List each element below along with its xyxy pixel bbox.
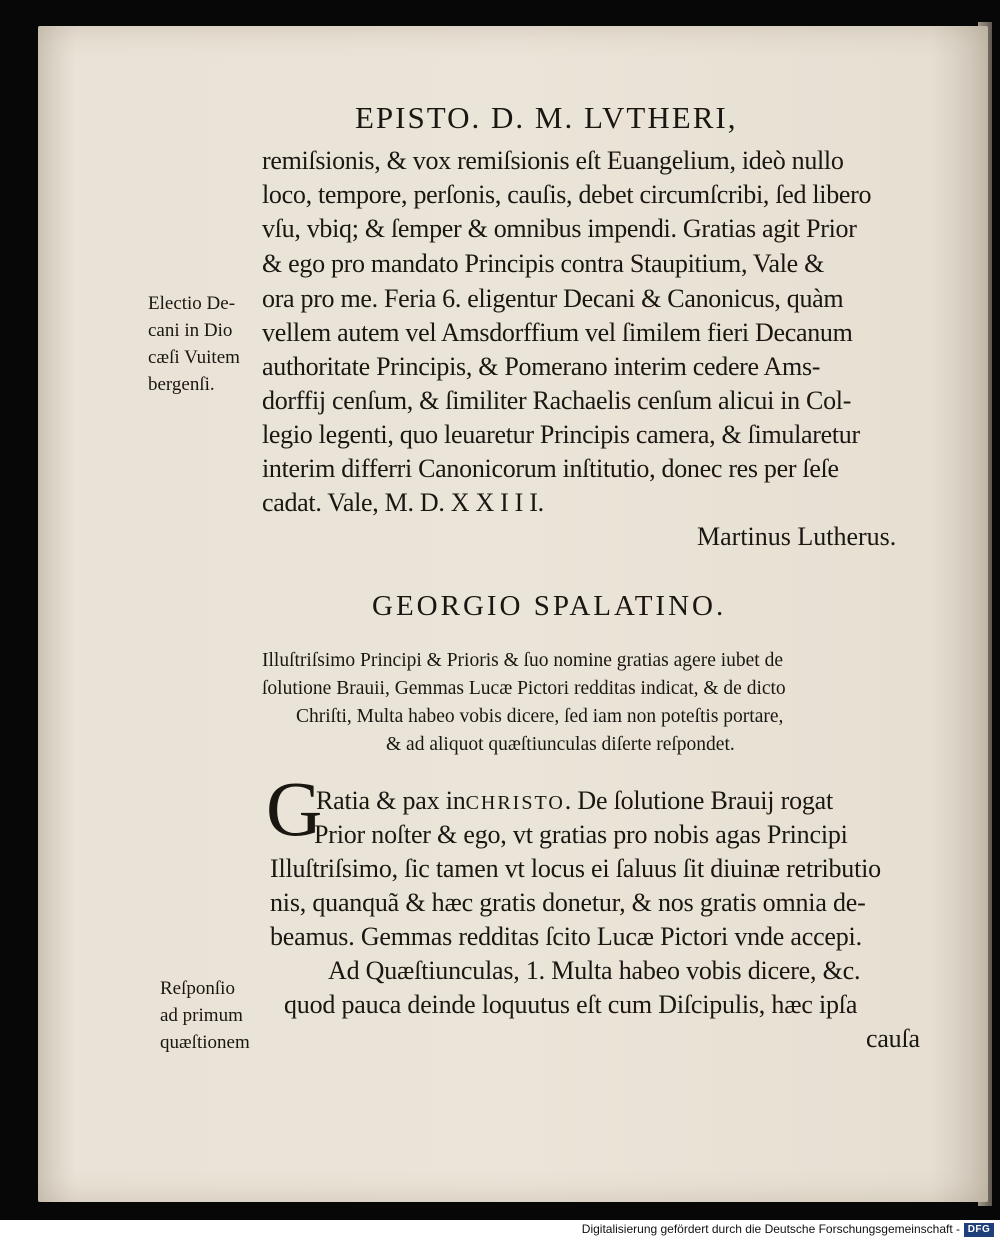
margin-note: Electio De- cani in Dio cæſi Vuitem bergenſi. <box>148 293 240 395</box>
christo-smallcaps: CHRISTO <box>465 792 565 814</box>
body-line: authoritate Principis, & Pomerano interim cedere Ams- <box>262 352 821 381</box>
letter-line: Prior noſter & ego, vt gratias pro nobis agas Principi <box>314 820 848 849</box>
body-line: vſu, vbiq; & ſemper & omnibus impendi. Gratias agit Prior <box>262 214 857 243</box>
footer-bar <box>0 1220 1000 1241</box>
letter-first-line <box>316 786 833 816</box>
body-line: dorffij cenſum, & ſimiliter Rachaelis cenſum alicui in Col- <box>262 386 852 415</box>
summary-line: Illuſtriſsimo Principi & Prioris & ſuo nomine gratias agere iubet de <box>262 650 783 671</box>
letter-heading: GEORGIO SPALATINO. <box>372 590 727 622</box>
letter-line: Ad Quæſtiunculas, 1. Multa habeo vobis dicere, &c. <box>328 956 861 985</box>
drop-cap: G <box>266 765 323 852</box>
body-line: interim differri Canonicorum inſtitutio, donec res per ſeſe <box>262 454 839 483</box>
letter-line: quod pauca deinde loquutus eſt cum Diſcipulis, hæc ipſa <box>284 990 858 1019</box>
body-line: loco, tempore, perſonis, cauſis, debet circumſcribi, ſed libero <box>262 180 872 209</box>
body-line: & ego pro mandato Principis contra Staupitium, Vale & <box>262 249 825 278</box>
summary-line: ſolutione Brauii, Gemmas Lucæ Pictori redditas indicat, & de dicto <box>262 678 786 699</box>
dfg-logo-icon: DFG <box>964 1223 994 1237</box>
body-line: ora pro me. Feria 6. eligentur Decani & Canonicus, quàm <box>262 284 844 313</box>
letter-first-line-start: Ratia & pax in <box>316 786 466 815</box>
margin-note: Reſponſio ad primum quæſtionem <box>160 978 250 1053</box>
body-line: remiſsionis, & vox remiſsionis eſt Euangelium, ideò nullo <box>262 146 844 175</box>
letter-first-line-end: . De ſolutione Brauij rogat <box>564 786 834 815</box>
letter-line: Illuſtriſsimo, ſic tamen vt locus ei ſaluus ſit diuinæ retributio <box>270 854 881 883</box>
running-head: EPISTO. D. M. LVTHERI, <box>355 100 738 135</box>
summary-line: & ad aliquot quæſtiunculas diſerte reſpondet. <box>386 734 735 755</box>
footer-credit: Digitalisierung gefördert durch die Deutsche Forschungsgemeinschaft - <box>581 1222 960 1236</box>
summary-line: Chriſti, Multa habeo vobis dicere, ſed iam non poteſtis portare, <box>296 706 784 727</box>
signature: Martinus Lutherus. <box>697 522 897 551</box>
letter-line: nis, quanquã & hæc gratis donetur, & nos gratis omnia de- <box>270 888 866 917</box>
body-line: cadat. Vale, M. D. X X I I I. <box>262 488 544 517</box>
body-line: legio legenti, quo leuaretur Principis camera, & ſimularetur <box>262 420 860 449</box>
body-line: vellem autem vel Amsdorffium vel ſimilem fieri Decanum <box>262 318 853 347</box>
catchword: cauſa <box>866 1024 920 1053</box>
letter-line: beamus. Gemmas redditas ſcito Lucæ Pictori vnde accepi. <box>270 922 862 951</box>
